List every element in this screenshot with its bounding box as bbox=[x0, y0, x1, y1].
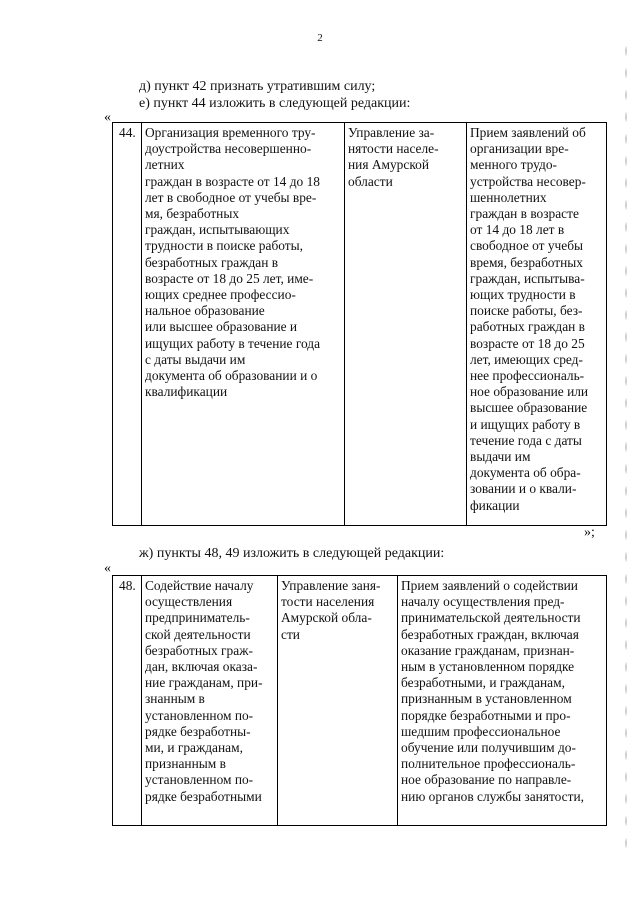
executor-cell: Управление заня- тости населения Амурской обла- сти bbox=[278, 576, 398, 826]
result-cell: Прием заявлений об организации вре- менного трудо- устройства несовер- шеннолетних граждан в возрасте от 14 до 18 лет в свободное от учебы время, безработных граждан, испытыва- ющих трудности в поиске работы, без- работных граждан в возрасте от 18 до 25 лет, имеющих сред- нее профессиональ- ное образование или высшее образование и ищущих работу в течение года с даты выдачи им документа об обра- зовании и о квали- фикации bbox=[467, 123, 607, 526]
executor-cell: Управление за- нятости населе- ния Амурской области bbox=[345, 123, 467, 526]
table-item-48 bbox=[112, 575, 607, 826]
row-number: 48. bbox=[113, 576, 142, 826]
page-number: 2 bbox=[317, 32, 323, 44]
open-quote: « bbox=[104, 110, 111, 125]
item-d-text: д) пункт 42 признать утратившим силу; bbox=[139, 79, 376, 94]
item-e-text: е) пункт 44 изложить в следующей редакции: bbox=[139, 96, 411, 111]
service-name-cell: Организация временного тру- доустройства несовершенно- летних граждан в возрасте от 14 до 18 лет в свободное от учебы вре- мя, безработных граждан, испытывающих трудности в поиске работы, безработных граждан в возрасте от 18 до 25 лет, име- ющих среднее профессио- нальное образование или высшее образование и ищущих работу в течение года с даты выдачи им документа об образовании и о квалификации bbox=[142, 123, 345, 526]
result-cell: Прием заявлений о содействии началу осуществления пред- принимательской деятельности безработных граждан, включая оказание гражданам, признан- ным в установленном порядке безработными, и гражданам, признанным в установленном порядке безработными и про- шедшим профессиональное обучение или получившим до- полнительное профессиональ- ное образование по направле- нию органов службы занятости, bbox=[398, 576, 607, 826]
row-number: 44. bbox=[113, 123, 142, 526]
open-quote: « bbox=[104, 561, 111, 576]
table-item-44 bbox=[112, 122, 607, 526]
item-zh-text: ж) пункты 48, 49 изложить в следующей редакции: bbox=[139, 546, 445, 561]
service-name-cell: Содействие началу осуществления предприниматель- ской деятельности безработных граж- дан, включая оказа- ние гражданам, при- знанным в установленном по- рядке безработны- ми, и гражданам, признанным в установленном по- рядке безработными bbox=[142, 576, 278, 826]
table-row bbox=[113, 576, 607, 826]
close-quote: »; bbox=[584, 525, 595, 540]
table-row bbox=[113, 123, 607, 526]
scan-artifact bbox=[624, 40, 628, 860]
